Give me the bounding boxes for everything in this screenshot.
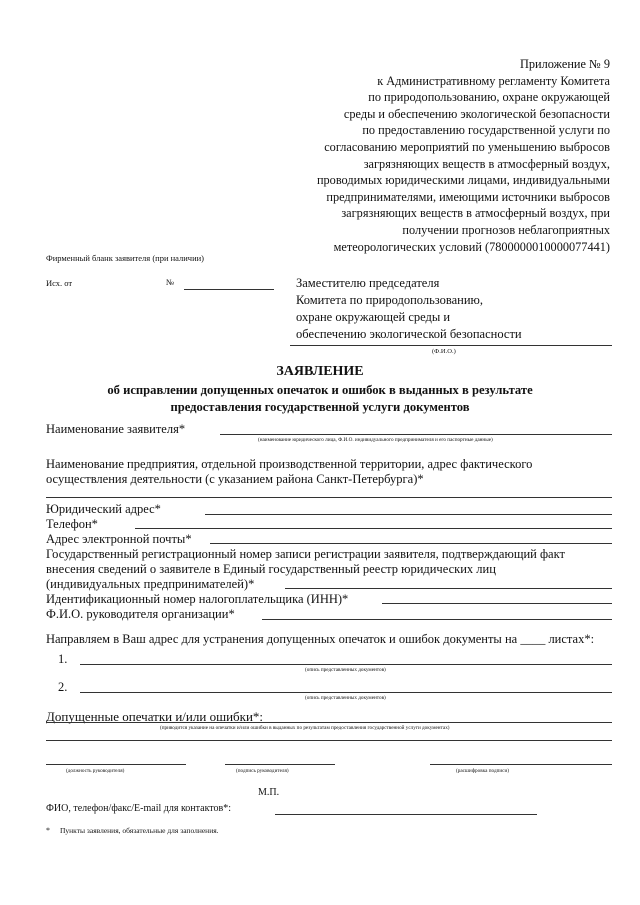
email-label: Адрес электронной почты* [46, 532, 192, 546]
annex-line: проводимых юридическими лицами, индивидуальными [316, 173, 610, 188]
annex-line: загрязняющих веществ в атмосферный воздух, [363, 156, 610, 171]
errors-field[interactable] [46, 722, 612, 723]
signature-decode-caption: (расшифровка подписи) [456, 768, 509, 774]
addressee-block [296, 275, 522, 343]
document-subtitle-1: об исправлении допущенных опечаток и ошибок в выданных в результате [107, 383, 533, 397]
enterprise-label-1: Наименование предприятия, отдельной производственной территории, адрес фактического [46, 457, 533, 471]
addressee-line: Комитета по природопользованию, [296, 293, 484, 307]
legal-address-label: Юридический адрес* [46, 502, 161, 516]
contact-label: ФИО, телефон/факс/E-mail для контактов*: [46, 803, 232, 814]
errors-field-extra[interactable] [46, 740, 612, 741]
inn-field[interactable] [382, 603, 612, 604]
documents-caption-2: (опись представленных документов) [305, 695, 386, 701]
inn-label: Идентификационный номер налогоплательщика (ИНН)* [46, 592, 349, 606]
document-subtitle-2: предоставления государственной услуги документов [170, 400, 470, 414]
annex-line: по предоставлению государственной услуги по [362, 123, 610, 138]
head-fio-field[interactable] [262, 619, 612, 620]
documents-caption-1: (опись представленных документов) [305, 667, 386, 673]
document-item-2-number: 2. [58, 680, 68, 694]
annex-line: Приложение № 9 [519, 57, 610, 71]
phone-field[interactable] [135, 528, 612, 529]
applicant-name-field[interactable] [220, 434, 612, 435]
outgoing-number-field[interactable] [184, 289, 274, 290]
addressee-fio-caption: (Ф.И.О.) [432, 348, 456, 355]
reg-label-3: (индивидуальных предпринимателей)* [46, 577, 255, 591]
letterhead-label: Фирменный бланк заявителя (при наличии) [46, 253, 205, 263]
errors-label: Допущенные опечатки и/или ошибки*: [46, 709, 264, 724]
annex-line: по природопользованию, охране окружающей [368, 90, 610, 105]
reg-label-2: внесения сведений о заявителе в Единый государственный реестр юридических лиц [46, 562, 496, 576]
enterprise-label-2: осуществления деятельности (с указанием района Санкт-Петербурга)* [46, 472, 424, 486]
phone-label: Телефон* [46, 517, 98, 531]
outgoing-number-label: № [166, 277, 175, 287]
annex-line: загрязняющих веществ в атмосферный воздух, при [341, 206, 610, 221]
head-fio-label: Ф.И.О. руководителя организации* [46, 607, 235, 621]
annex-line: метеорологических условий (7800000010000077441) [333, 239, 610, 254]
addressee-fio-field[interactable] [290, 345, 612, 346]
annex-line: согласованию мероприятий по уменьшению выбросов [324, 139, 610, 154]
addressee-line: Заместителю председателя [296, 276, 440, 290]
annex-line: предпринимателями, имеющими источники выбросов [326, 189, 610, 204]
addressee-line: охране окружающей среды и [296, 310, 451, 324]
document-title: ЗАЯВЛЕНИЕ [276, 364, 364, 379]
enterprise-field[interactable] [46, 497, 612, 498]
annex-line: к Административному регламенту Комитета [377, 73, 610, 88]
legal-address-field[interactable] [205, 514, 612, 515]
document-item-1-field[interactable] [80, 664, 612, 665]
stamp-label: М.П. [258, 787, 280, 798]
reg-label-1: Государственный регистрационный номер записи регистрации заявителя, подтверждающий факт [46, 547, 565, 561]
addressee-line: обеспечению экологической безопасности [296, 327, 522, 341]
signature-decode-field[interactable] [430, 764, 612, 765]
documents-intro: Направляем в Ваш адрес для устранения допущенных опечаток и ошибок документы на ____ листах*: [46, 632, 595, 646]
annex-line: получении прогнозов неблагоприятных [402, 222, 610, 237]
outgoing-ref-label: Исх. от [46, 278, 73, 288]
applicant-caption: (наименование юридического лица, Ф.И.О. индивидуального предпринимателя и его паспортные данные) [258, 437, 493, 443]
signature-field[interactable] [225, 764, 335, 765]
annex-line: среды и обеспечению экологической безопасности [343, 106, 610, 121]
email-field[interactable] [210, 543, 612, 544]
reg-number-field[interactable] [285, 588, 612, 589]
position-caption: (должность руководителя) [66, 768, 125, 774]
document-item-1-number: 1. [58, 652, 68, 666]
footnote-mark: * [46, 826, 50, 835]
contact-field[interactable] [275, 814, 537, 815]
signature-caption: (подпись руководителя) [236, 768, 289, 774]
annex-header [270, 56, 610, 255]
position-field[interactable] [46, 764, 186, 765]
document-item-2-field[interactable] [80, 692, 612, 693]
errors-caption: (приводится указание на опечатки и/или ошибки в выданных по результатам предоставления государственной услуги документах) [160, 725, 450, 731]
applicant-name-label: Наименование заявителя* [46, 422, 186, 436]
footnote-text: Пункты заявления, обязательные для заполнения. [60, 826, 219, 835]
